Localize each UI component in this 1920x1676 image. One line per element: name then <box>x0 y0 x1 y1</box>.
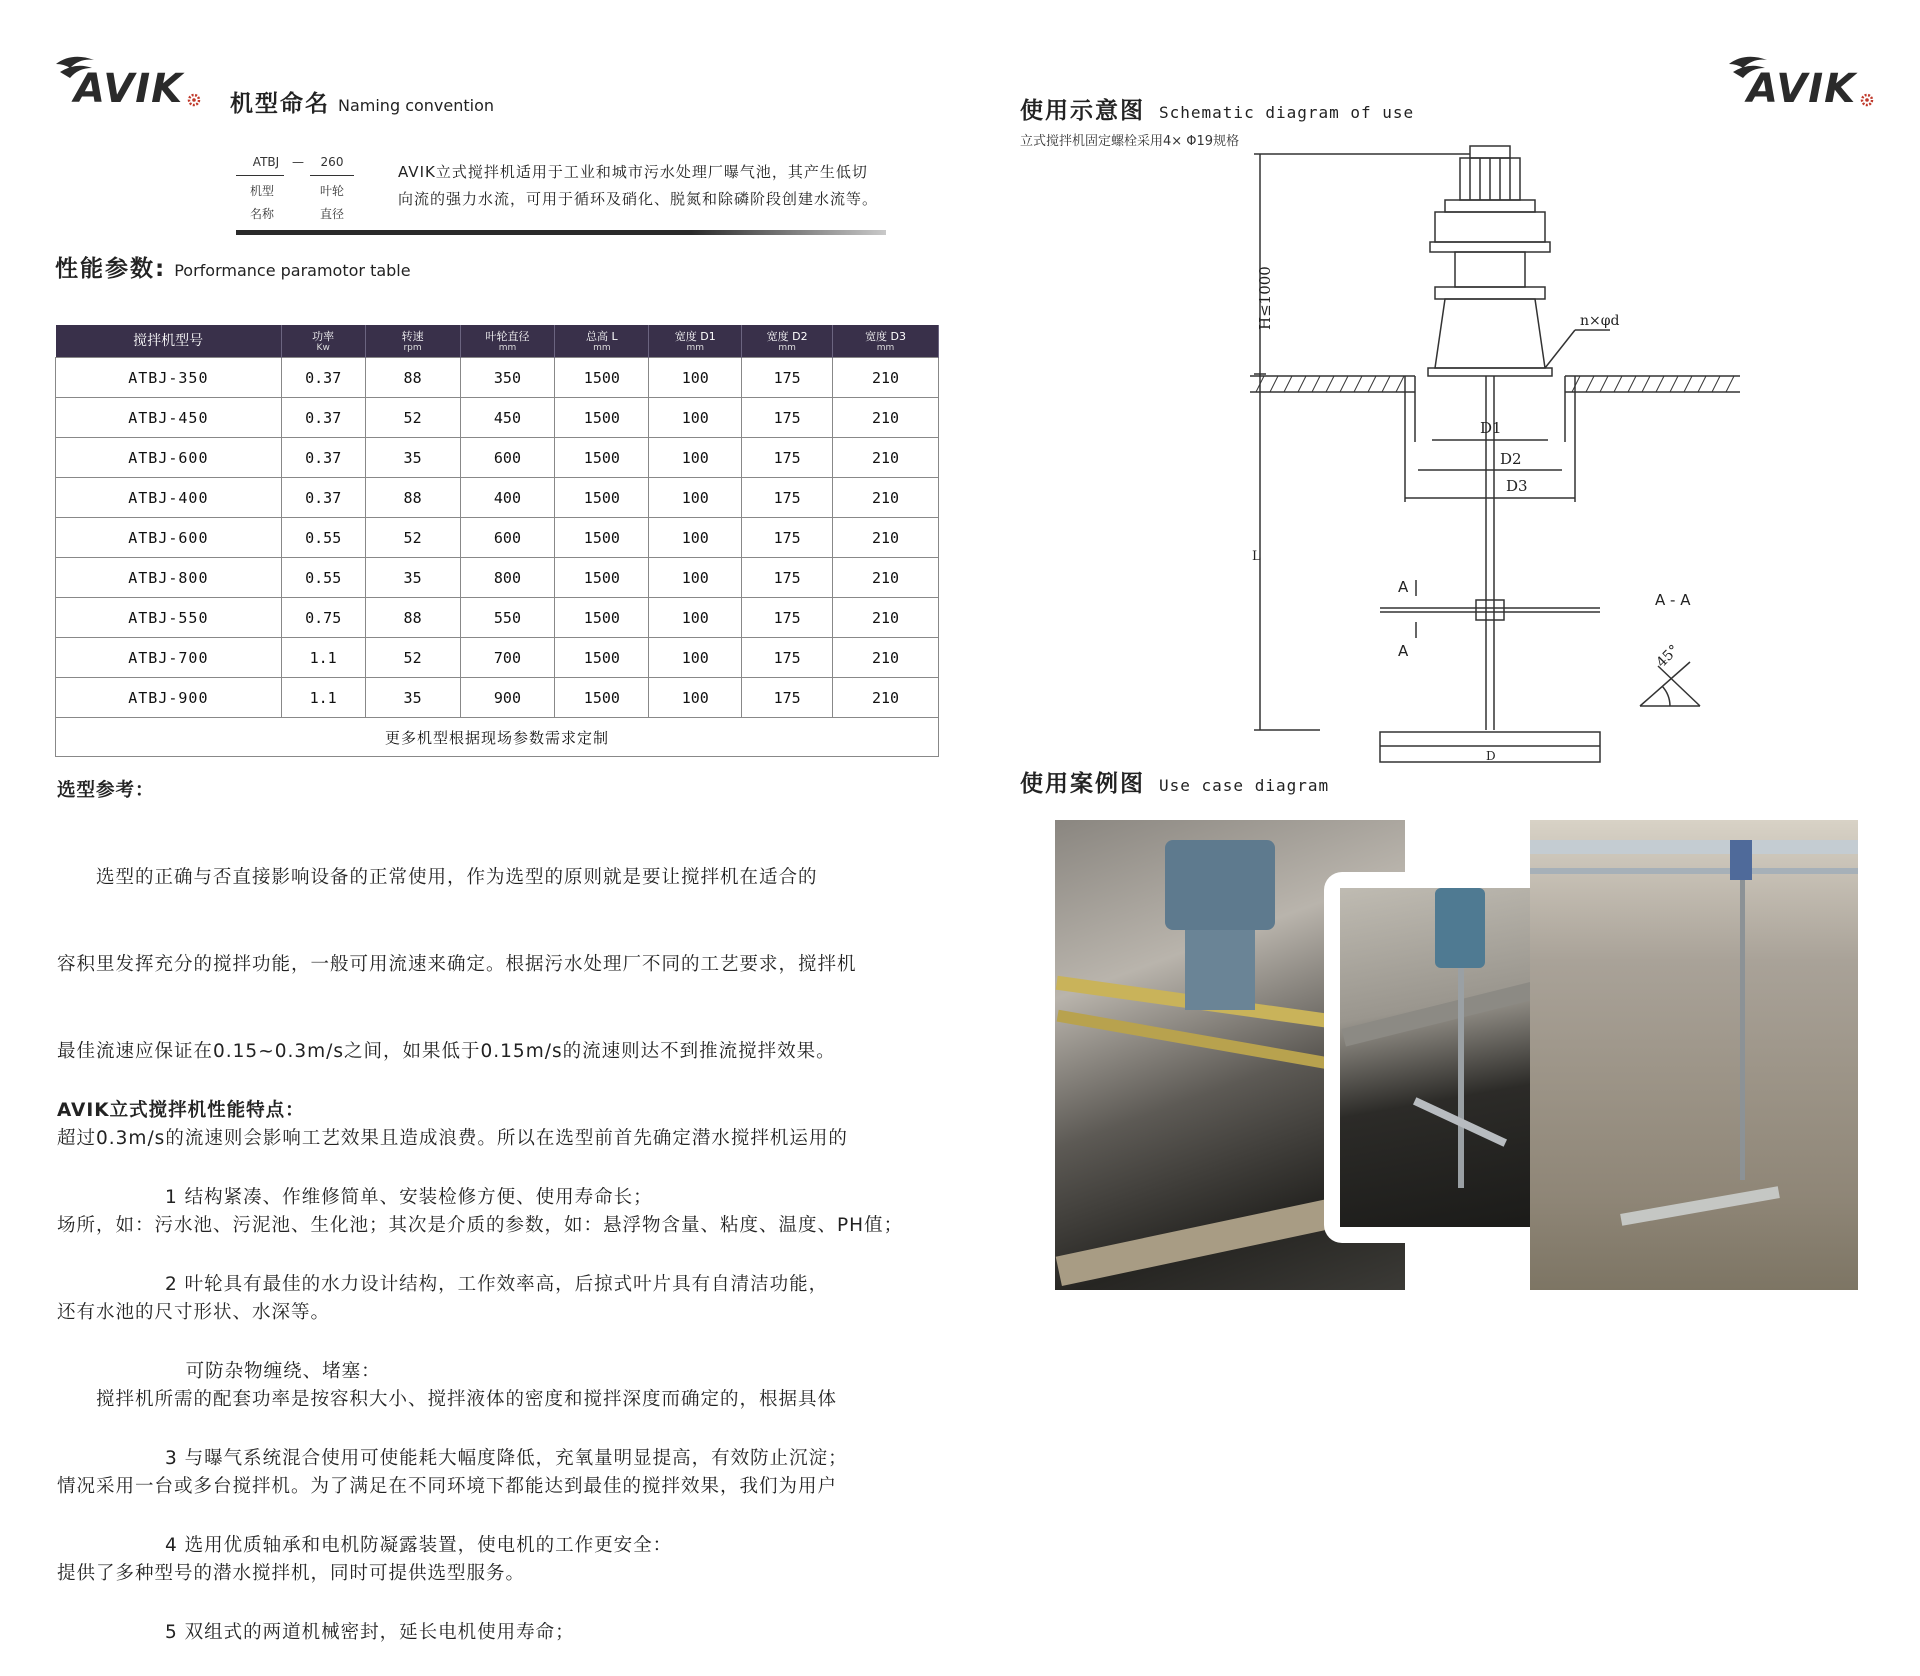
naming-title <box>230 85 494 118</box>
table-header-cell: 叶轮直径 mm <box>460 325 555 358</box>
table-cell: 700 <box>460 638 555 678</box>
table-cell: 210 <box>833 478 939 518</box>
table-cell: ATBJ-700 <box>56 638 282 678</box>
label-l: L <box>1252 549 1261 564</box>
cases-title-en: Use case diagram <box>1159 776 1330 795</box>
table-cell: 450 <box>460 398 555 438</box>
schematic-title <box>1020 92 1414 125</box>
photo-motor <box>1165 840 1275 930</box>
table-row <box>56 358 939 398</box>
table-cell: 0.37 <box>281 438 365 478</box>
table-cell: 175 <box>742 478 833 518</box>
table-cell: 0.75 <box>281 598 365 638</box>
cases-title <box>1020 765 1329 798</box>
table-row <box>56 678 939 718</box>
table-row <box>56 518 939 558</box>
table-header-cell: 功率 Kw <box>281 325 365 358</box>
table-cell: 88 <box>365 358 460 398</box>
table-cell: ATBJ-450 <box>56 398 282 438</box>
table-cell: 0.37 <box>281 398 365 438</box>
label-h: H≤1000 <box>1256 266 1274 330</box>
table-cell: 1500 <box>555 438 649 478</box>
table-footer-row <box>56 718 939 757</box>
table-row <box>56 598 939 638</box>
naming-underline-1 <box>236 175 284 176</box>
table-cell: ATBJ-900 <box>56 678 282 718</box>
avik-logo <box>52 52 202 110</box>
label-d1: D1 <box>1480 419 1502 437</box>
naming-bar <box>236 230 886 235</box>
selection-line: 情况采用一台或多台搅拌机。为了满足在不同环境下都能达到最佳的搅拌效果，我们为用户 <box>57 1476 838 1497</box>
feature-item: 可防杂物缠绕、堵塞： <box>165 1361 381 1382</box>
selection-line: 最佳流速应保证在0.15~0.3m/s之间，如果低于0.15m/s的流速则达不到推流搅拌效果。 <box>57 1041 836 1062</box>
table-cell: 1500 <box>555 518 649 558</box>
performance-title-en: Porformance paramotor table <box>174 261 411 280</box>
photo-shaft <box>1458 968 1464 1188</box>
naming-convention-box <box>236 150 879 240</box>
table-cell: 52 <box>365 638 460 678</box>
selection-line: 选型的正确与否直接影响设备的正常使用，作为选型的原则就是要让搅拌机在适合的 <box>57 867 818 888</box>
feature-item: 3 与曝气系统混合使用可使能耗大幅度降低，充氧量明显提高，有效防止沉淀； <box>165 1448 848 1469</box>
table-cell: 35 <box>365 678 460 718</box>
table-cell: 175 <box>742 678 833 718</box>
naming-label-model-1: 机型 <box>249 184 274 198</box>
performance-title <box>55 250 411 283</box>
table-cell: 800 <box>460 558 555 598</box>
selection-line: 场所，如：污水池、污泥池、生化池；其次是介质的参数，如：悬浮物含量、粘度、温度、PH值； <box>57 1215 904 1236</box>
table-cell: 35 <box>365 558 460 598</box>
table-cell: ATBJ-350 <box>56 358 282 398</box>
schematic-title-cn: 使用示意图 <box>1020 98 1145 124</box>
schematic-title-en: Schematic diagram of use <box>1159 103 1415 122</box>
table-cell: 210 <box>833 638 939 678</box>
table-cell: ATBJ-600 <box>56 518 282 558</box>
table-body <box>56 358 939 718</box>
table-cell: 175 <box>742 638 833 678</box>
selection-line: 超过0.3m/s的流速则会影响工艺效果且造成浪费。所以在选型前首先确定潜水搅拌机运用的 <box>57 1128 848 1149</box>
naming-code-prefix: ATBJ <box>252 155 280 169</box>
table-row <box>56 438 939 478</box>
table-row <box>56 398 939 438</box>
table-cell: 100 <box>649 398 742 438</box>
table-cell: 0.55 <box>281 518 365 558</box>
photo-blade <box>1620 1186 1780 1226</box>
table-cell: 600 <box>460 518 555 558</box>
table-cell: 100 <box>649 598 742 638</box>
mixer-schematic-diagram <box>1200 140 1780 770</box>
table-cell: 175 <box>742 518 833 558</box>
naming-dash: — <box>292 155 304 169</box>
table-header-cell: 宽度 D2 mm <box>742 325 833 358</box>
table-cell: 100 <box>649 518 742 558</box>
table-cell: ATBJ-600 <box>56 438 282 478</box>
table-footer-note: 更多机型根据现场参数需求定制 <box>56 718 939 757</box>
naming-code-size: 260 <box>320 155 344 169</box>
table-cell: 100 <box>649 558 742 598</box>
selection-title: 选型参考： <box>57 780 155 801</box>
label-a2: A <box>1398 642 1409 660</box>
table-row <box>56 478 939 518</box>
selection-line: 搅拌机所需的配套功率是按容积大小、搅拌液体的密度和搅拌深度而确定的，根据具体 <box>57 1389 838 1410</box>
cases-title-cn: 使用案例图 <box>1020 771 1145 797</box>
table-cell: 175 <box>742 398 833 438</box>
schematic-note: 立式搅拌机固定螺栓采用4× Φ19规格 <box>1020 134 1240 149</box>
table-cell: 600 <box>460 438 555 478</box>
table-cell: 210 <box>833 358 939 398</box>
label-d: D <box>1486 749 1496 763</box>
table-cell: 210 <box>833 518 939 558</box>
feature-item: 2 叶轮具有最佳的水力设计结构，工作效率高，后掠式叶片具有自清洁功能， <box>165 1274 829 1295</box>
table-row <box>56 558 939 598</box>
table-cell: 1500 <box>555 558 649 598</box>
svg-text:AVIK: AVIK <box>1747 66 1857 110</box>
table-cell: 1.1 <box>281 638 365 678</box>
table-cell: 1500 <box>555 638 649 678</box>
table-cell: 52 <box>365 518 460 558</box>
table-cell: 400 <box>460 478 555 518</box>
naming-title-en: Naming convention <box>338 96 495 115</box>
naming-underline-2 <box>310 175 354 176</box>
label-nd: n×φd <box>1580 313 1620 329</box>
performance-table <box>55 325 939 757</box>
table-cell: 900 <box>460 678 555 718</box>
feature-item: 4 选用优质轴承和电机防凝露装置，使电机的工作更安全： <box>165 1535 673 1556</box>
table-cell: 175 <box>742 558 833 598</box>
table-cell: 210 <box>833 558 939 598</box>
photo-truss <box>1530 840 1858 854</box>
naming-title-cn: 机型命名 <box>230 91 330 117</box>
selection-line: 提供了多种型号的潜水搅拌机，同时可提供选型服务。 <box>57 1563 526 1584</box>
table-cell: 100 <box>649 438 742 478</box>
table-cell: 88 <box>365 478 460 518</box>
label-aa: A - A <box>1655 591 1691 609</box>
selection-line: 还有水池的尺寸形状、水深等。 <box>57 1302 331 1323</box>
table-cell: 0.37 <box>281 478 365 518</box>
svg-text:AVIK: AVIK <box>74 66 184 110</box>
feature-item: 1 结构紧凑、作维修简单、安装检修方便、使用寿命长； <box>165 1187 653 1208</box>
table-cell: 52 <box>365 398 460 438</box>
table-header-cell: 总高 L mm <box>555 325 649 358</box>
features-list <box>165 1125 995 1676</box>
label-d2: D2 <box>1500 450 1522 468</box>
table-cell: 175 <box>742 438 833 478</box>
table-header-cell: 搅拌机型号 <box>56 325 282 358</box>
table-cell: 350 <box>460 358 555 398</box>
table-cell: 100 <box>649 358 742 398</box>
naming-label-dia-1: 叶轮 <box>319 184 344 198</box>
table-header-row <box>56 325 939 358</box>
avik-logo <box>1725 52 1875 110</box>
table-cell: 1500 <box>555 478 649 518</box>
table-cell: 0.55 <box>281 558 365 598</box>
table-cell: 35 <box>365 438 460 478</box>
photo-motor <box>1730 840 1752 880</box>
table-cell: 175 <box>742 598 833 638</box>
table-cell: 1500 <box>555 358 649 398</box>
label-d3: D3 <box>1506 477 1528 495</box>
photo-truss <box>1530 868 1858 874</box>
performance-title-cn: 性能参数: <box>55 256 167 282</box>
photo-gearbox <box>1185 930 1255 1010</box>
table-cell: 1.1 <box>281 678 365 718</box>
table-header-cell: 宽度 D3 mm <box>833 325 939 358</box>
table-cell: 88 <box>365 598 460 638</box>
feature-item: 5 双组式的两道机械密封，延长电机使用寿命； <box>165 1622 575 1643</box>
table-cell: 210 <box>833 598 939 638</box>
table-cell: 210 <box>833 438 939 478</box>
naming-description-1: AVIK立式搅拌机适用于工业和城市污水处理厂曝气池，其产生低切 <box>398 163 868 181</box>
table-cell: ATBJ-800 <box>56 558 282 598</box>
table-cell: 0.37 <box>281 358 365 398</box>
table-header-cell: 宽度 D1 mm <box>649 325 742 358</box>
photo-shaft <box>1740 880 1745 1180</box>
table-cell: 210 <box>833 398 939 438</box>
table-cell: ATBJ-550 <box>56 598 282 638</box>
photo-motor <box>1435 888 1485 968</box>
table-cell: 100 <box>649 478 742 518</box>
table-cell: ATBJ-400 <box>56 478 282 518</box>
table-cell: 100 <box>649 678 742 718</box>
table-cell: 100 <box>649 638 742 678</box>
table-row <box>56 638 939 678</box>
label-a1: A <box>1398 578 1409 596</box>
table-cell: 1500 <box>555 678 649 718</box>
naming-label-dia-2: 直径 <box>319 207 344 221</box>
table-cell: 550 <box>460 598 555 638</box>
table-cell: 210 <box>833 678 939 718</box>
table-header-cell: 转速 rpm <box>365 325 460 358</box>
table-cell: 1500 <box>555 398 649 438</box>
naming-label-model-2: 名称 <box>249 207 274 221</box>
table-cell: 175 <box>742 358 833 398</box>
naming-description-2: 向流的强力水流，可用于循环及硝化、脱氮和除磷阶段创建水流等。 <box>398 190 879 208</box>
table-cell: 1500 <box>555 598 649 638</box>
case-photo-3 <box>1530 820 1858 1290</box>
features-title: AVIK立式搅拌机性能特点： <box>57 1100 305 1121</box>
selection-line: 容积里发挥充分的搅拌功能，一般可用流速来确定。根据污水处理厂不同的工艺要求，搅拌机 <box>57 954 857 975</box>
label-45: 45° <box>1653 641 1683 671</box>
